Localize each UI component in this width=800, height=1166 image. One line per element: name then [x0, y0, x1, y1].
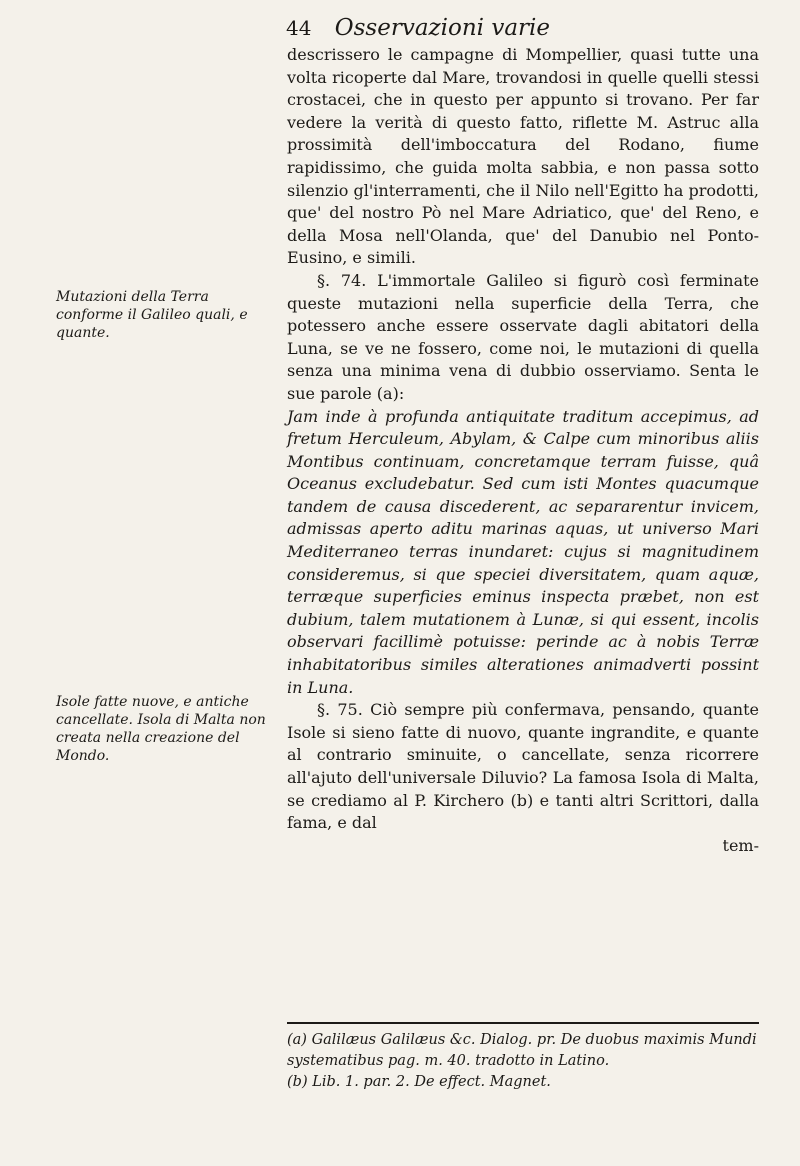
footnotes — [287, 1030, 759, 1093]
footnote-b: (b) Lib. 1. par. 2. De effect. Magnet. — [287, 1074, 551, 1090]
footnote-rule — [287, 1022, 759, 1024]
running-header — [286, 14, 746, 42]
margin-note-mutazioni: Mutazioni della Terra conforme il Galileo quali, e quante. — [56, 289, 248, 341]
page-number: 44 — [286, 16, 312, 40]
paragraph-74-latin-quote: Jam inde à profunda antiquitate traditum accepimus, ad fretum Herculeum, Abylam, & Calpe cum minoribus aliis Montibus continuam, concretamque terram fuisse, quâ Oceanus excludebatur. Sed cum isti Montes quacumque tandem de causa discederent, ac separarentur invicem, admissas aperto aditu marinas aquas, ut universo Mari Mediterraneo terras inundaret: cujus si magnitudinem consideremus, si que speciei diversitatem, quam aquæ, terræque superficies eminus inspecta præbet, non est dubium, talem mutationem à Lunæ, si qui essent, incolis observari facillimè potuisse: perinde ac à nobis Terræ inhabitatoribus similes alterationes animadverti possint in Luna. — [287, 406, 759, 697]
paragraph-74-intro: §. 74. L'immortale Galileo si figurò così ferminate queste mutazioni nella superficie della Terra, che potessero anche essere osservate dagli abitatori della Luna, se ve ne fossero, come noi, le mutazioni di quella senza una minima vena di dubbio osserviamo. Senta le sue parole (a): — [287, 270, 759, 403]
paragraph-continued: descrissero le campagne di Mompellier, quasi tutte una volta ricoperte dal Mare, trovandosi in quelle quelli stessi crostacei, che in questo per appunto si trovano. Per far vedere la verità di questo fatto, riflette M. Astruc alla prossimità dell'imboccatura del Rodano, fiume rapidissimo, che guida molta sabbia, e non passa sotto silenzio gl'interramenti, che il Nilo nell'Egitto ha prodotti, que' del nostro Pò nel Mare Adriatico, que' del Reno, e della Mosa nell'Olanda, que' del Danubio nel Ponto-Eusino, e simili. — [287, 45, 759, 268]
main-text — [287, 44, 759, 857]
catchword: tem- — [722, 835, 759, 855]
paragraph-75: §. 75. Ciò sempre più confermava, pensando, quante Isole si sieno fatte di nuovo, quante ingrandite, e quante al contrario sminuite, o cancellate, senza ricorrere all'ajuto dell'universale Diluvio? La famosa Isola di Malta, se crediamo al P. Kirchero (b) e tanti altri Scrittori, dalla fama, e dal — [287, 700, 759, 833]
running-title: Osservazioni varie — [334, 15, 551, 41]
footnote-a: (a) Galilæus Galilæus &c. Dialog. pr. De duobus maximis Mundi systematibus pag. m. 40. tradotto in Latino. — [287, 1032, 757, 1069]
margin-note-isole: Isole fatte nuove, e antiche cancellate. Isola di Malta non creata nella creazione del Mondo. — [56, 694, 266, 764]
